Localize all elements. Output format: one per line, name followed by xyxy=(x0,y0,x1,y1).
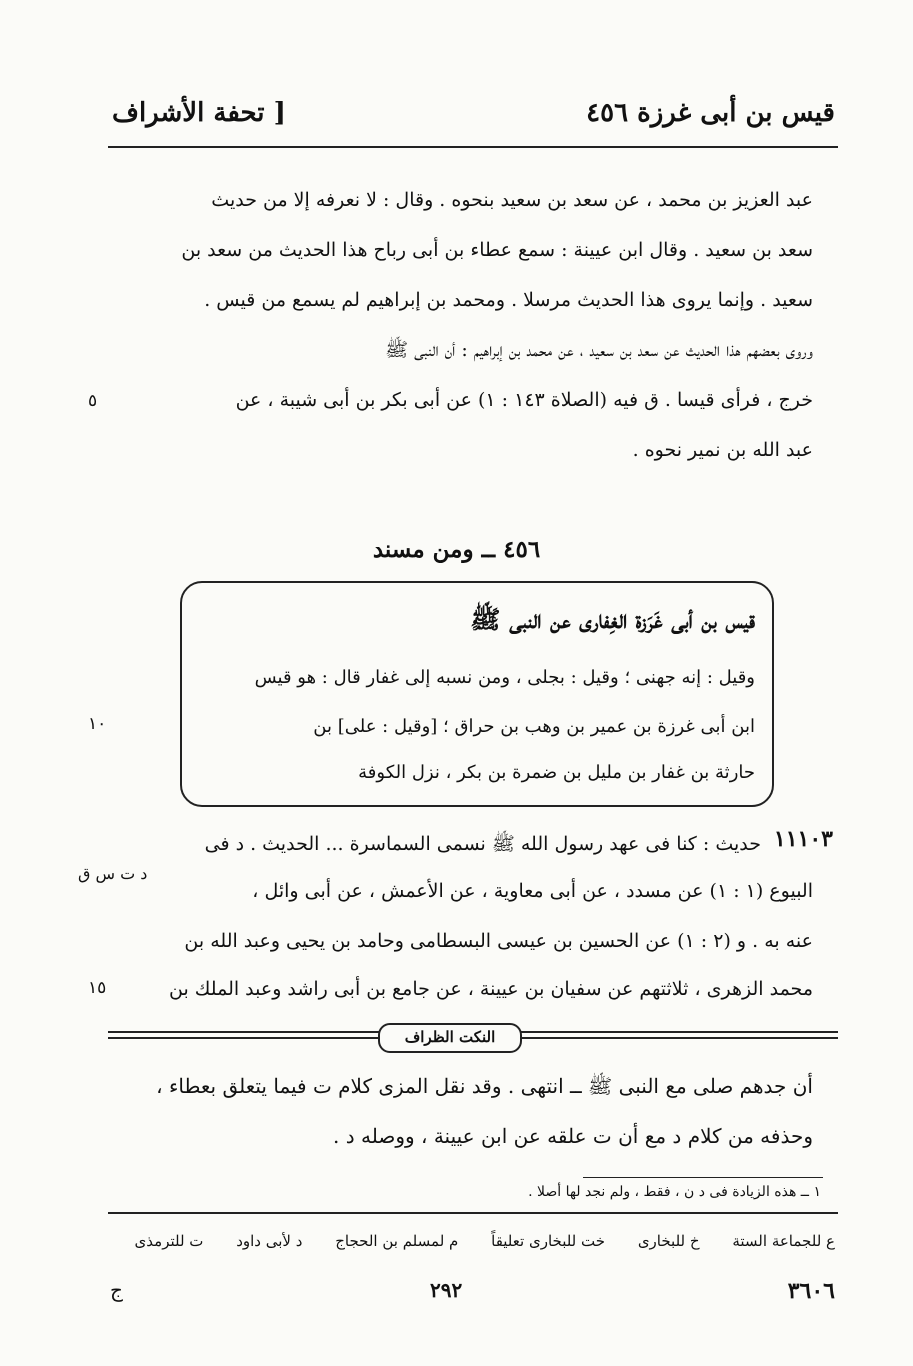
line-number-15: ١٥ xyxy=(88,978,107,998)
nukat-line: أن جدهم صلى مع النبى ﷺ ــ انتهى . وقد نقل المزى كلام ت فيما يتعلق بعطاء ، xyxy=(156,1074,813,1098)
symbol-item: د لأبى داود xyxy=(236,1232,303,1250)
box-line: حارثة بن غفار بن مليل بن ضمرة بن بكر ، نزل الكوفة xyxy=(358,762,755,783)
hadith-line: محمد الزهرى ، ثلاثتهم عن سفيان بن عيينة ، عن جامع بن أبى راشد وعبد الملك بن xyxy=(168,978,813,1000)
section-title: ٤٥٦ ــ ومن مسند xyxy=(372,536,541,563)
footnote: ١ ــ هذه الزيادة فى د ن ، فقط ، ولم نجد لها أصلا . xyxy=(528,1184,821,1200)
line-number-5: ٥ xyxy=(88,391,98,411)
hadith-line: حديث : كنا فى عهد رسول الله ﷺ نسمى السماسرة ... الحديث . د فى xyxy=(204,833,761,855)
text-line: سعيد . وإنما يروى هذا الحديث مرسلا . ومحمد بن إبراهيم لم يسمع من قيس . xyxy=(204,289,813,311)
nukat-line: وحذفه من كلام د مع أن ت علقه عن ابن عيينة ، ووصله د . xyxy=(333,1124,813,1148)
hadith-line: عنه به . و (٢ : ١) عن الحسين بن عيسى البسطامى وحامد بن يحيى وعبد الله بن xyxy=(184,930,813,952)
musnad-name: قيس بن أبى غَرَزة الغِفارى عن النبى ﷺ xyxy=(470,605,755,634)
header-rule xyxy=(108,146,838,148)
symbol-item: ت للترمذى xyxy=(134,1232,204,1250)
page-number: ٢٩٢ xyxy=(430,1278,463,1302)
symbol-item: خ للبخارى xyxy=(637,1232,700,1250)
side-codes: د ت س ق xyxy=(78,864,148,883)
symbols-key xyxy=(107,1232,835,1250)
symbols-rule xyxy=(108,1212,838,1214)
running-header-book: [ تحفة الأشراف xyxy=(112,98,286,128)
nukat-ornament: النكت الظراف xyxy=(378,1023,522,1053)
hadith-number: ١١١٠٣ xyxy=(773,826,833,852)
symbol-item: م لمسلم بن الحجاج xyxy=(335,1232,459,1250)
text-line: خرج ، فرأى قيسا . ق فيه (الصلاة ١٤٣ : ١) عن أبى بكر بن أبى شيبة ، عن xyxy=(235,389,813,411)
text-line: عبد العزيز بن محمد ، عن سعد بن سعيد بنحوه . وقال : لا نعرفه إلا من حديث xyxy=(211,189,813,211)
symbol-item: خت للبخارى تعليقاً xyxy=(491,1232,606,1250)
symbol-item: ع للجماعة الستة xyxy=(732,1232,835,1250)
text-line: سعد بن سعيد . وقال ابن عيينة : سمع عطاء بن أبى رباح هذا الحديث من سعد بن xyxy=(181,239,813,261)
footnote-rule xyxy=(583,1177,823,1178)
text-line: وروى بعضهم هذا الحديث عن سعد بن سعيد ، عن محمد بن إبراهيم : أن النبى ﷺ xyxy=(385,339,813,361)
line-number-10: ١٠ xyxy=(88,714,107,734)
volume-letter: ج xyxy=(110,1278,123,1302)
text-line: عبد الله بن نمير نحوه . xyxy=(632,439,813,461)
box-line: وقيل : إنه جهنى ؛ وقيل : بجلى ، ومن نسبه إلى غفار قال : هو قيس xyxy=(254,667,755,688)
box-line: ابن أبى غرزة بن عمير بن وهب بن حراق ؛ [وقيل : على] بن xyxy=(313,716,755,737)
running-header-title: قيس بن أبى غرزة ٤٥٦ xyxy=(586,98,835,128)
footer-number: ٣٦٠٦ xyxy=(787,1278,835,1304)
hadith-line: البيوع (١ : ١) عن مسدد ، عن أبى معاوية ، عن الأعمش ، عن أبى وائل ، xyxy=(252,880,813,902)
